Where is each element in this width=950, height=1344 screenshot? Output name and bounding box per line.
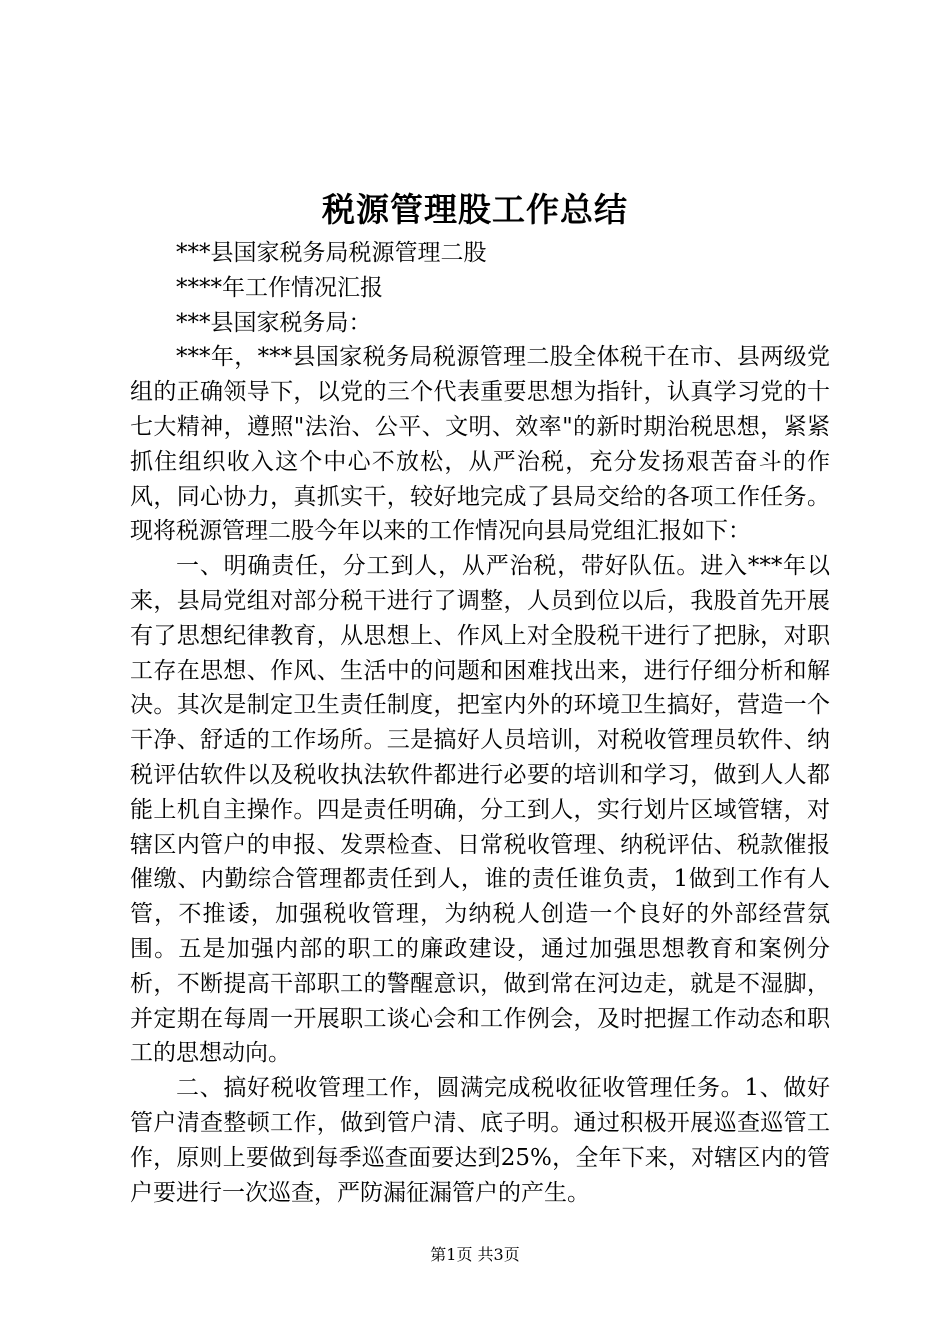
paragraph-salutation: ***县国家税务局：: [176, 309, 372, 336]
paragraph-report-heading: ****年工作情况汇报: [176, 274, 383, 301]
document-body: [130, 236, 830, 1210]
paragraph-department: ***县国家税务局税源管理二股: [176, 240, 487, 266]
paragraph-section-two: 二、搞好税收管理工作，圆满完成税收征收管理任务。1、做好管户清查整顿工作，做到管户清、底子明。通过积极开展巡查巡管工作，原则上要做到每季巡查面要达到25%，全年下来，对辖区内的管户要进行一次巡查，严防漏征漏管户的产生。: [130, 1075, 830, 1206]
page-footer: 第1页 共3页: [430, 1245, 520, 1264]
paragraph-section-one: 一、明确责任，分工到人，从严治税，带好队伍。进入***年以来，县局党组对部分税干进行了调整，人员到位以后，我股首先开展有了思想纪律教育，从思想上、作风上对全股税干进行了把脉，对职工存在思想、作风、生活中的问题和困难找出来，进行仔细分析和解决。其次是制定卫生责任制度，把室内外的环境卫生搞好，营造一个干净、舒适的工作场所。三是搞好人员培训，对税收管理员软件、纳税评估软件以及税收执法软件都进行必要的培训和学习，做到人人都能上机自主操作。四是责任明确，分工到人，实行划片区域管辖，对辖区内管户的申报、发票检查、日常税收管理、纳税评估、税款催报催缴、内勤综合管理都责任到人，谁的责任谁负责，1做到工作有人管，不推诿，加强税收管理，为纳税人创造一个良好的外部经营氛围。五是加强内部的职工的廉政建设，通过加强思想教育和案例分析，不断提高干部职工的警醒意识，做到常在河边走，就是不湿脚，并定期在每周一开展职工谈心会和工作例会，及时把握工作动态和职工的思想动向。: [130, 553, 830, 1067]
paragraph-intro: ***年，***县国家税务局税源管理二股全体税干在市、县两级党组的正确领导下，以党的三个代表重要思想为指针，认真学习党的十七大精神，遵照"法治、公平、文明、效率"的新时期治税思想，紧紧抓住组织收入这个中心不放松，从严治税，充分发扬艰苦奋斗的作风，同心协力，真抓实干，较好地完成了县局交给的各项工作任务。现将税源管理二股今年以来的工作情况向县局党组汇报如下：: [130, 344, 830, 545]
document-title: 税源管理股工作总结: [322, 190, 628, 229]
